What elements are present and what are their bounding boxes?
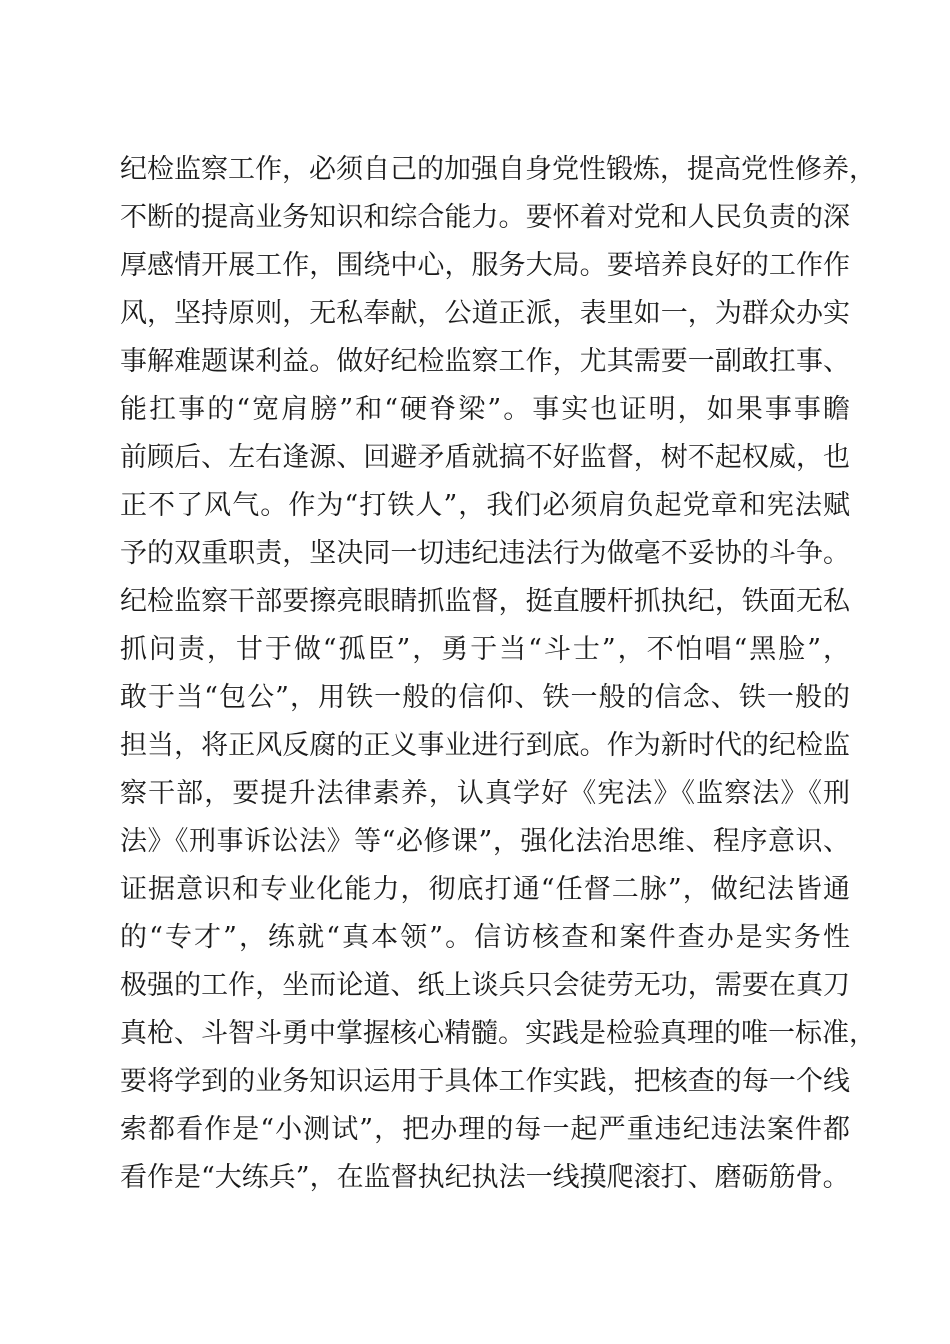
text-line: 厚感情开展工作，围绕中心，服务大局。要培养良好的工作作 [120,250,850,281]
text-line: 索都看作是“小测试”，把办理的每一起严重违纪违法案件都 [120,1114,850,1145]
text-line: 要将学到的业务知识运用于具体工作实践，把核查的每一个线 [120,1066,850,1097]
text-line: 担当，将正风反腐的正义事业进行到底。作为新时代的纪检监 [120,730,850,761]
text-line: 事解难题谋利益。做好纪检监察工作，尤其需要一副敢扛事、 [120,346,850,377]
text-line: 证据意识和专业化能力，彻底打通“任督二脉”，做纪法皆通 [120,874,850,905]
text-line: 不断的提高业务知识和综合能力。要怀着对党和人民负责的深 [120,202,850,233]
body-paragraph [120,146,876,1202]
text-line: 的“专才”，练就“真本领”。信访核查和案件查办是实务性 [120,922,850,953]
text-line: 前顾后、左右逢源、回避矛盾就搞不好监督，树不起权威，也 [120,442,850,473]
text-line: 抓问责，甘于做“孤臣”，勇于当“斗士”，不怕唱“黑脸”， [120,634,850,665]
text-line: 真枪、斗智斗勇中掌握核心精髓。实践是检验真理的唯一标准， [120,1018,876,1049]
text-line: 极强的工作，坐而论道、纸上谈兵只会徒劳无功，需要在真刀 [120,970,850,1001]
text-line: 纪检监察工作，必须自己的加强自身党性锻炼，提高党性修养， [120,154,876,185]
text-line: 能扛事的“宽肩膀”和“硬脊梁”。事实也证明，如果事事瞻 [120,394,850,425]
text-line: 正不了风气。作为“打铁人”，我们必须肩负起党章和宪法赋 [120,490,850,521]
text-line: 法》《刑事诉讼法》等“必修课”，强化法治思维、程序意识、 [120,826,850,857]
text-line: 敢于当“包公”，用铁一般的信仰、铁一般的信念、铁一般的 [120,682,850,713]
text-line: 予的双重职责，坚决同一切违纪违法行为做毫不妥协的斗争。 [120,538,850,569]
text-line: 纪检监察干部要擦亮眼睛抓监督，挺直腰杆抓执纪，铁面无私 [120,586,850,617]
text-line: 看作是“大练兵”，在监督执纪执法一线摸爬滚打、磨砺筋骨。 [120,1162,850,1193]
text-line: 风，坚持原则，无私奉献，公道正派，表里如一，为群众办实 [120,298,850,329]
text-line: 察干部，要提升法律素养，认真学好《宪法》《监察法》《刑 [120,778,850,809]
